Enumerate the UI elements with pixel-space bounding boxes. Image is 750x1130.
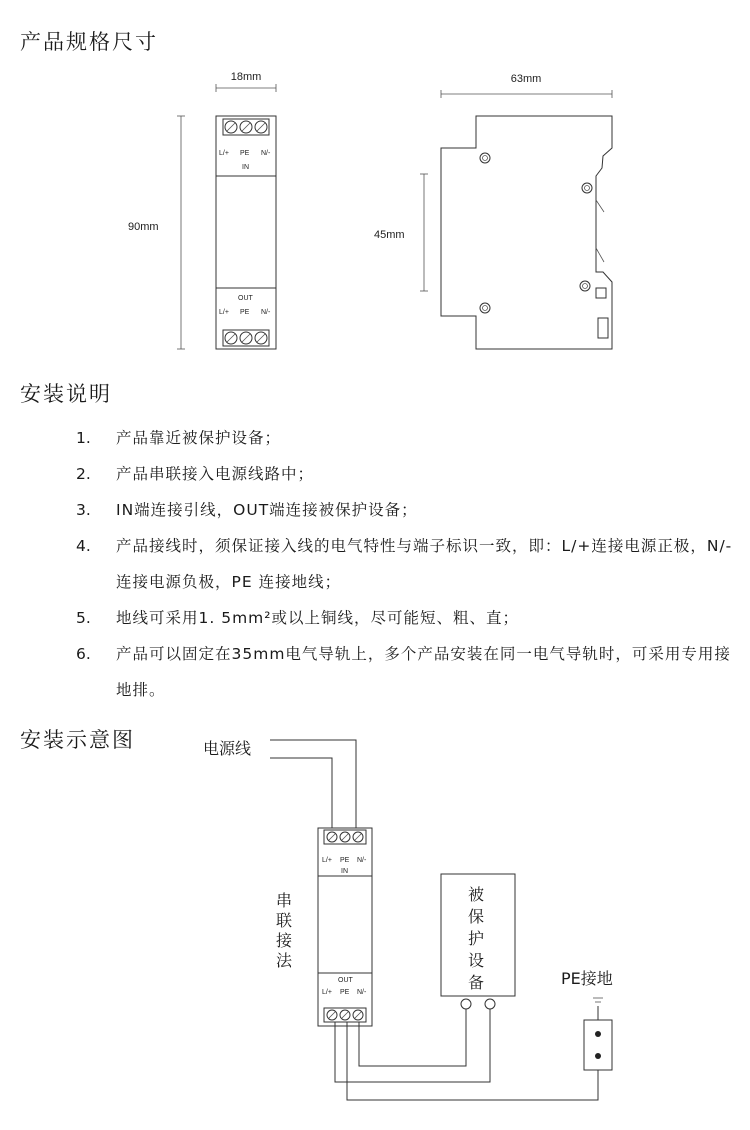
instruction-list	[76, 420, 736, 708]
list-item-text: 地线可采用1. 5mm²或以上铜线，尽可能短、粗、直；	[116, 609, 519, 627]
protected-char-1: 被	[468, 885, 485, 904]
list-item-text: 产品可以固定在35mm电气导轨上，多个产品安装在同一电气导轨时，可采用专用接地排。	[116, 645, 731, 699]
side-view	[374, 73, 612, 349]
front-view	[128, 71, 276, 349]
protected-char-4: 设	[468, 951, 485, 970]
diag-in-term-n: N/-	[357, 857, 367, 864]
in-label: IN	[242, 164, 249, 171]
wiring-diagram	[0, 730, 750, 1130]
series-char-3: 接	[276, 931, 293, 950]
ground-terminal-dot	[595, 1031, 601, 1037]
dimensions-drawing	[0, 0, 750, 360]
install-diagram-heading: 安装示意图	[20, 728, 135, 752]
list-item	[76, 420, 736, 456]
protected-device-box	[441, 874, 515, 1009]
list-item-number: 6.	[76, 645, 91, 663]
diag-in-term-l: L/+	[322, 857, 332, 864]
list-item-number: 3.	[76, 501, 91, 519]
list-item-text: 产品靠近被保护设备；	[116, 429, 282, 447]
diag-in-label: IN	[341, 868, 348, 875]
out-term-pe: PE	[240, 309, 250, 316]
dimensions-heading: 产品规格尺寸	[20, 30, 158, 54]
diag-out-term-l: L/+	[322, 989, 332, 996]
list-item-number: 2.	[76, 465, 91, 483]
diag-in-term-pe: PE	[340, 857, 350, 864]
in-term-pe: PE	[240, 150, 250, 157]
spd-device	[318, 828, 372, 1026]
diag-out-term-pe: PE	[340, 989, 350, 996]
out-term-n: N/-	[261, 309, 271, 316]
series-char-1: 串	[276, 891, 293, 910]
list-item-text: 产品串联接入电源线路中；	[116, 465, 315, 483]
series-char-4: 法	[276, 951, 293, 970]
list-item-text: IN端连接引线，OUT端连接被保护设备；	[116, 501, 418, 519]
pe-ground-label: PE接地	[561, 969, 613, 988]
list-item	[76, 492, 736, 528]
in-screw-terminals	[225, 121, 267, 133]
list-item	[76, 600, 736, 636]
diag-out-label: OUT	[338, 977, 353, 984]
protected-char-3: 护	[468, 929, 485, 948]
list-item-text: 产品接线时，须保证接入线的电气特性与端子标识一致，即：L/+连接电源正极，N/-连接电源负极，PE 连接地线；	[116, 537, 733, 591]
in-term-n: N/-	[261, 150, 271, 157]
list-item	[76, 636, 736, 708]
install-notes-heading: 安装说明	[20, 382, 112, 406]
series-char-2: 联	[276, 911, 293, 930]
width-side-label: 63mm	[510, 73, 542, 85]
width-front-label: 18mm	[230, 71, 262, 83]
protected-char-2: 保	[468, 907, 485, 926]
list-item-number: 5.	[76, 609, 91, 627]
ground-icon	[593, 998, 603, 1020]
out-screw-terminals	[225, 332, 267, 344]
out-term-l: L/+	[219, 309, 229, 316]
height-total-label: 90mm	[128, 221, 159, 233]
in-term-l: L/+	[219, 150, 229, 157]
protected-char-5: 备	[468, 973, 485, 992]
list-item	[76, 528, 736, 600]
height-side-label: 45mm	[374, 229, 405, 241]
ground-terminal-block	[584, 1020, 612, 1070]
list-item-number: 4.	[76, 537, 91, 555]
ground-terminal-dot	[595, 1053, 601, 1059]
power-line-label: 电源线	[203, 739, 252, 758]
diag-out-term-n: N/-	[357, 989, 367, 996]
out-label: OUT	[238, 295, 253, 302]
list-item	[76, 456, 736, 492]
list-item-number: 1.	[76, 429, 91, 447]
